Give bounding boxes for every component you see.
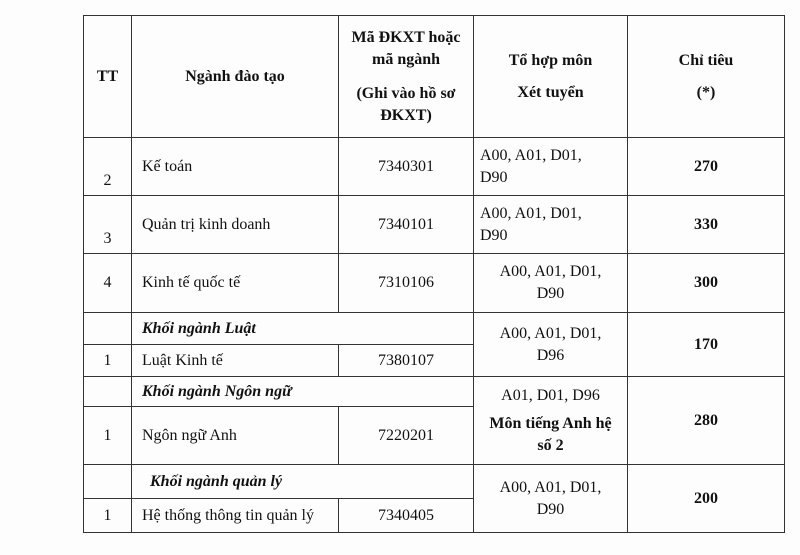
row-tt: 1 <box>84 407 132 465</box>
table-row <box>84 196 785 254</box>
row-combo-line1: A00, A01, D01, <box>480 146 582 164</box>
row-combo <box>474 196 628 254</box>
row-combo <box>474 138 628 196</box>
row-code: 7220201 <box>339 407 474 465</box>
header-combo-line2: Xét tuyển <box>517 83 584 101</box>
group-row-language <box>84 377 785 407</box>
group-tt-empty <box>84 377 132 407</box>
header-code-line3: (Ghi vào hồ sơ <box>356 84 456 102</box>
row-combo-line2: D90 <box>480 226 508 244</box>
table-row <box>84 254 785 313</box>
row-tt: 3 <box>84 196 132 254</box>
group-combo-line2: D96 <box>536 346 565 364</box>
row-program: Hệ thống thông tin quản lý <box>132 499 339 533</box>
group-combo-line1: A01, D01, D96 <box>501 386 600 404</box>
row-code: 7310106 <box>339 254 474 313</box>
row-code: 7340301 <box>339 138 474 196</box>
row-program: Luật Kinh tế <box>132 345 339 377</box>
group-combo <box>474 377 628 465</box>
group-quota: 170 <box>628 313 785 377</box>
header-code-line4: ĐKXT) <box>380 106 432 124</box>
group-tt-empty <box>84 465 132 499</box>
group-combo <box>474 313 628 377</box>
group-row-law <box>84 313 785 345</box>
row-combo-line1: A00, A01, D01, <box>480 204 582 222</box>
header-code <box>339 16 474 138</box>
header-quota-line1: Chỉ tiêu <box>678 51 734 69</box>
group-title: Khối ngành Ngôn ngữ <box>132 377 474 407</box>
header-quota-line2: (*) <box>696 83 716 101</box>
group-combo-line2: D90 <box>536 500 565 518</box>
group-quota: 200 <box>628 465 785 533</box>
row-tt: 1 <box>84 345 132 377</box>
group-combo-line1: A00, A01, D01, <box>499 478 602 496</box>
group-combo-line3: số 2 <box>537 436 564 454</box>
row-tt: 1 <box>84 499 132 533</box>
header-row <box>84 16 785 138</box>
group-title: Khối ngành Luật <box>132 313 474 345</box>
row-program: Ngôn ngữ Anh <box>132 407 339 465</box>
row-code: 7380107 <box>339 345 474 377</box>
row-combo <box>474 254 628 313</box>
group-row-management <box>84 465 785 499</box>
group-combo-line2: Môn tiếng Anh hệ <box>489 414 612 432</box>
row-tt: 2 <box>84 138 132 196</box>
header-combo-line1: Tổ hợp môn <box>508 51 593 69</box>
row-combo-line2: D90 <box>480 168 508 186</box>
row-combo-line2: D90 <box>536 285 565 302</box>
row-tt: 4 <box>84 254 132 313</box>
header-code-line2: mã ngành <box>371 50 441 68</box>
header-quota <box>628 16 785 138</box>
row-code: 7340405 <box>339 499 474 533</box>
row-code: 7340101 <box>339 196 474 254</box>
header-tt: TT <box>84 16 132 138</box>
row-quota: 330 <box>628 196 785 254</box>
row-quota: 300 <box>628 254 785 313</box>
table-row <box>84 138 785 196</box>
row-quota: 270 <box>628 138 785 196</box>
group-quota: 280 <box>628 377 785 465</box>
header-code-line1: Mã ĐKXT hoặc <box>351 28 461 46</box>
row-combo-line1: A00, A01, D01, <box>499 263 602 280</box>
group-tt-empty <box>84 313 132 345</box>
group-title: Khối ngành quản lý <box>132 465 474 499</box>
row-program: Kế toán <box>132 138 339 196</box>
header-program: Ngành đào tạo <box>132 16 339 138</box>
row-program: Kinh tế quốc tế <box>132 254 339 313</box>
group-combo-line1: A00, A01, D01, <box>499 324 602 342</box>
header-combo <box>474 16 628 138</box>
row-program: Quản trị kinh doanh <box>132 196 339 254</box>
group-combo <box>474 465 628 533</box>
admission-table <box>83 15 785 533</box>
